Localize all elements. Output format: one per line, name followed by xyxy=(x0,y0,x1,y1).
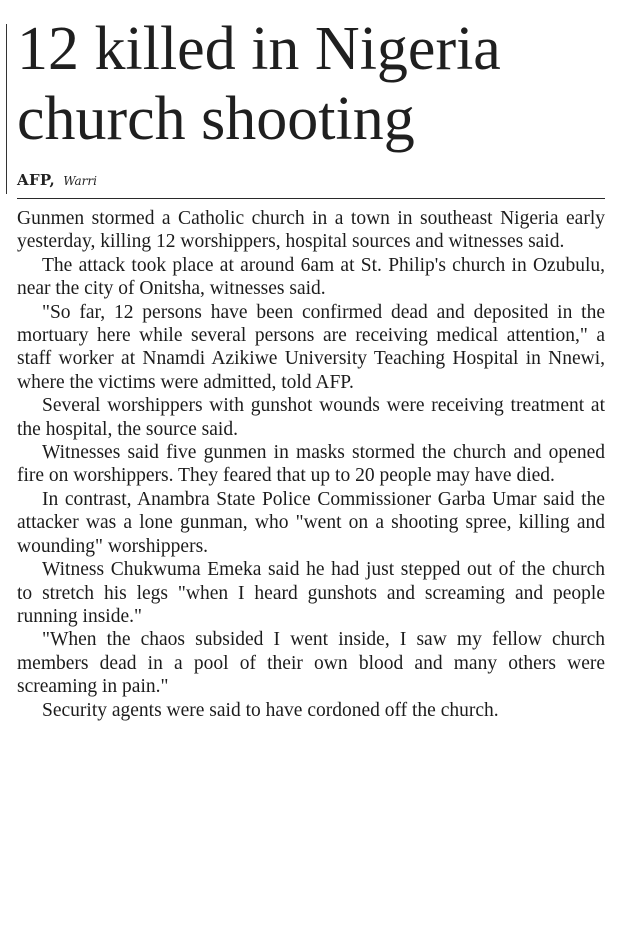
paragraph: "When the chaos subsided I went inside, I saw my fellow church members dead in a pool of their own blood and many others were screaming in pain." xyxy=(17,629,605,698)
column-divider xyxy=(6,24,7,194)
byline xyxy=(17,172,607,190)
article-body xyxy=(17,207,605,722)
paragraph: Gunmen stormed a Catholic church in a town in southeast Nigeria early yesterday, killing 12 worshippers, hospital sources and witnesses said. xyxy=(17,208,605,253)
byline-rule xyxy=(17,198,605,199)
paragraph: Security agents were said to have cordoned off the church. xyxy=(42,699,499,721)
paragraph: Several worshippers with gunshot wounds were receiving treatment at the hospital, the source said. xyxy=(17,395,605,440)
paragraph: Witness Chukwuma Emeka said he had just stepped out of the church to stretch his legs "when I heard gunshots and screaming and people running inside." xyxy=(17,559,605,627)
paragraph: Witnesses said five gunmen in masks stormed the church and opened fire on worshippers. They feared that up to 20 people may have died. xyxy=(17,442,605,487)
byline-agency: AFP, xyxy=(17,171,56,189)
paragraph: "So far, 12 persons have been confirmed dead and deposited in the mortuary here while several persons are receiving medical attention," a staff worker at Nnamdi Azikiwe University Teaching Hospital in Nnewi, where the victims were admitted, told AFP. xyxy=(17,301,605,393)
byline-dateline: Warri xyxy=(63,174,97,188)
news-article xyxy=(17,14,607,722)
paragraph: The attack took place at around 6am at St. Philip's church in Ozubulu, near the city of Onitsha, witnesses said. xyxy=(17,254,605,300)
paragraph: In contrast, Anambra State Police Commissioner Garba Umar said the attacker was a lone gunman, who "went on a shooting spree, killing and wounding" worshippers. xyxy=(17,488,605,557)
headline: 12 killed in Nigeria church shooting xyxy=(17,15,501,153)
